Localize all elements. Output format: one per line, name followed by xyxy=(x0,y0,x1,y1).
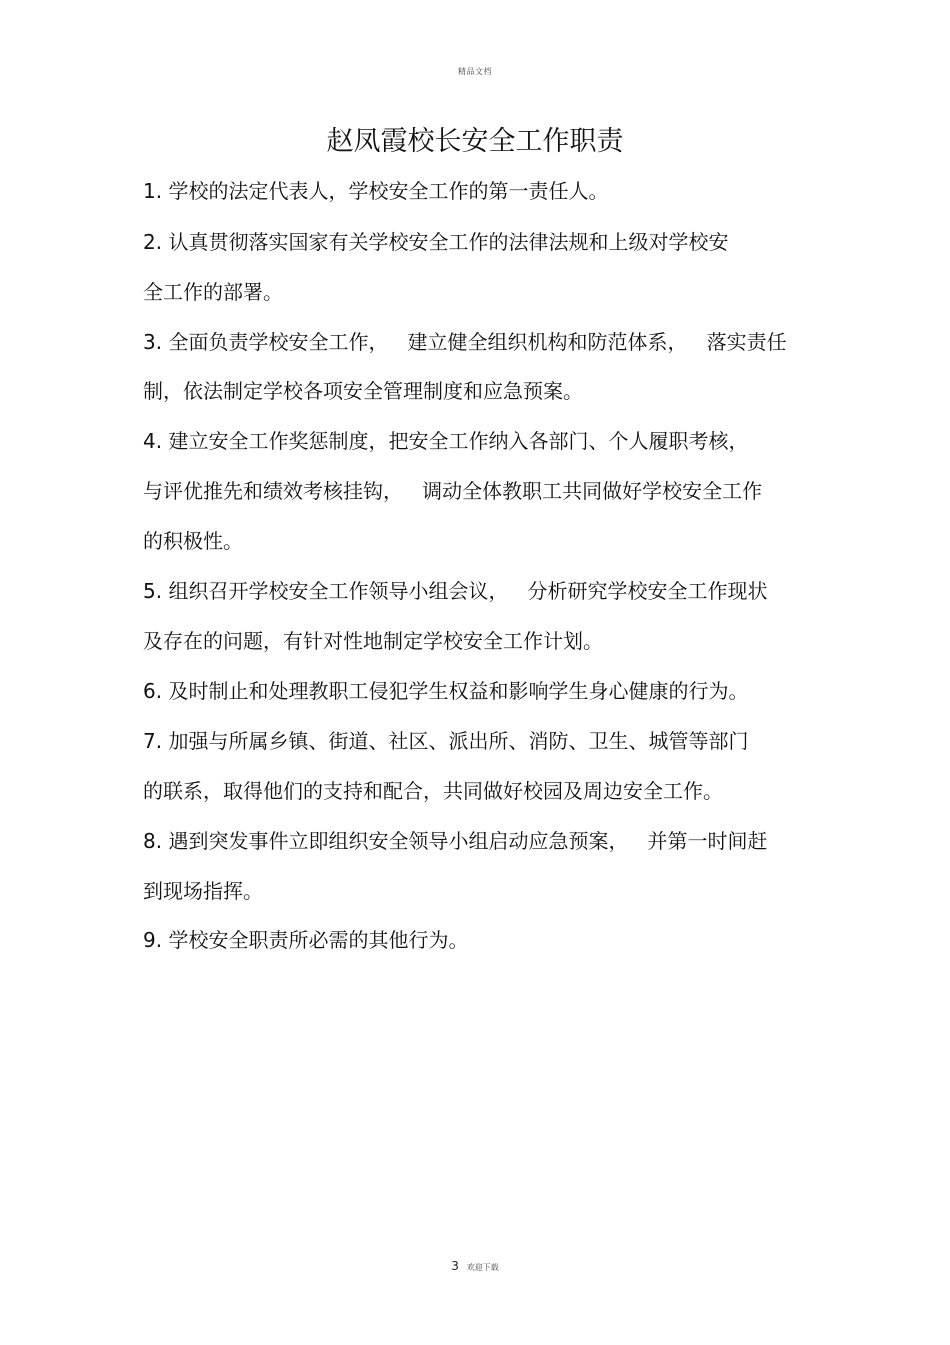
body-line: 到现场指挥。 xyxy=(143,879,263,903)
body-line: 6. 及时制止和处理教职工侵犯学生权益和影响学生身心健康的行为。 xyxy=(143,679,749,703)
page-footer xyxy=(0,1259,950,1273)
body-line: 5. 组织召开学校安全工作领导小组会议， 分析研究学校安全工作现状 xyxy=(143,579,768,603)
body-line: 3. 全面负责学校安全工作， 建立健全组织机构和防范体系， 落实责任 xyxy=(143,330,787,354)
body-line: 的联系，取得他们的支持和配合，共同做好校园及周边安全工作。 xyxy=(143,779,723,803)
body-line: 及存在的问题，有针对性地制定学校安全工作计划。 xyxy=(143,629,603,653)
body-line: 与评优推先和绩效考核挂钩， 调动全体教职工共同做好学校安全工作 xyxy=(143,479,763,503)
body-line: 制，依法制定学校各项安全管理制度和应急预案。 xyxy=(143,379,583,403)
document-title: 赵凤霞校长安全工作职责 xyxy=(326,126,624,157)
body-line: 4. 建立安全工作奖惩制度，把安全工作纳入各部门、个人履职考核， xyxy=(143,429,749,453)
body-line: 的积极性。 xyxy=(143,529,243,553)
page-number: 3 xyxy=(451,1259,459,1273)
body-line: 7. 加强与所属乡镇、街道、社区、派出所、消防、卫生、城管等部门 xyxy=(143,729,749,753)
header-watermark: 精品文档 xyxy=(458,67,492,76)
body-line: 8. 遇到突发事件立即组织安全领导小组启动应急预案， 并第一时间赶 xyxy=(143,829,768,853)
footer-note: 欢迎下载 xyxy=(466,1263,499,1272)
body-line: 2. 认真贯彻落实国家有关学校安全工作的法律法规和上级对学校安 xyxy=(143,230,729,254)
body-line: 全工作的部署。 xyxy=(143,280,283,304)
body-line: 1. 学校的法定代表人，学校安全工作的第一责任人。 xyxy=(143,179,609,203)
body-line: 9. 学校安全职责所必需的其他行为。 xyxy=(143,928,469,952)
